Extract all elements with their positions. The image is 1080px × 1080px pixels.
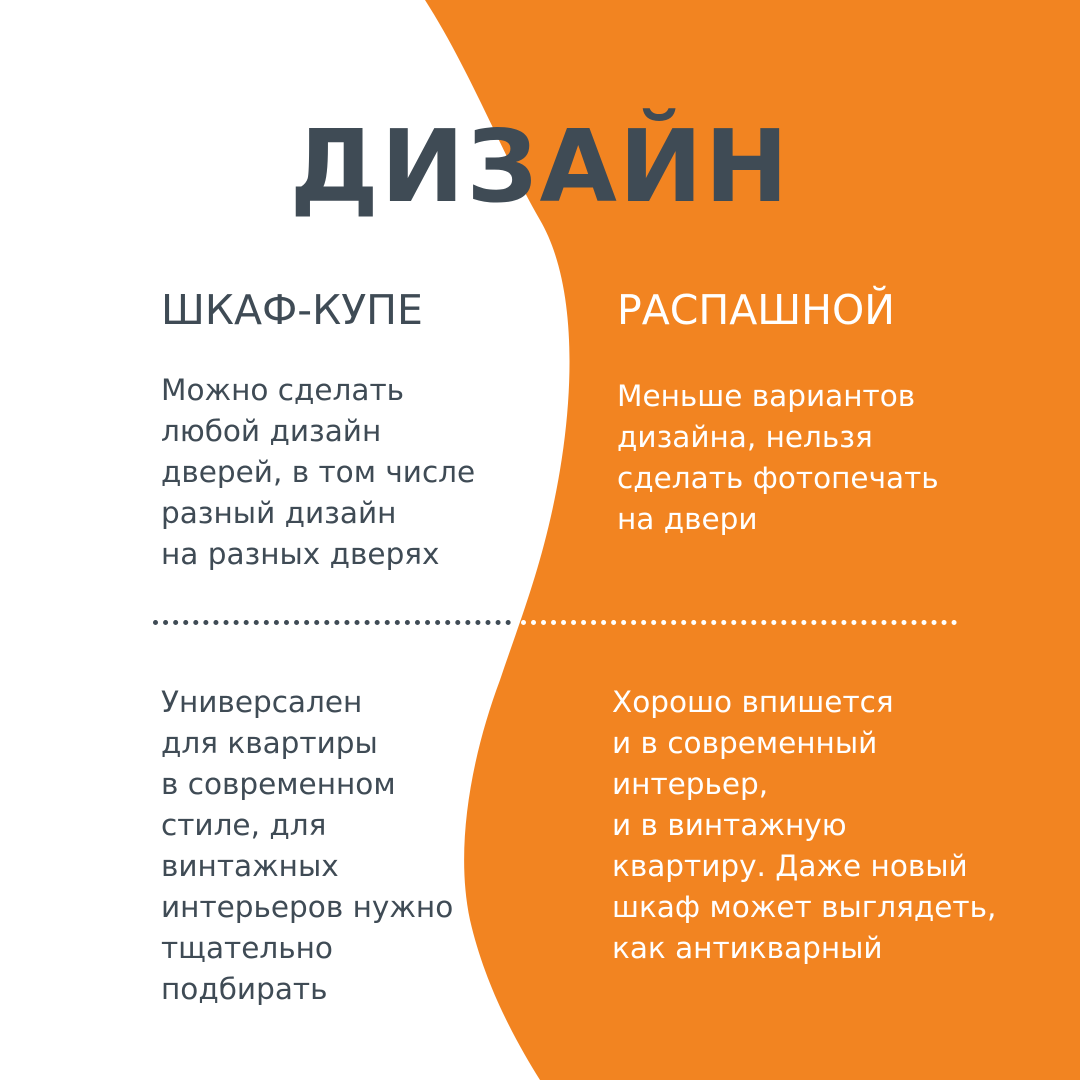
divider-right-segment bbox=[511, 620, 957, 625]
page-title: ДИЗАЙН bbox=[289, 108, 791, 225]
hinged-style-text: Хорошо впишется и в современный интерьер, и в винтажную квартиру. Даже новый шкаф может выглядеть, как антикварный bbox=[612, 685, 997, 965]
heading-hinged-wardrobe: РАСПАШНОЙ bbox=[617, 286, 895, 334]
divider-left-segment bbox=[153, 620, 511, 625]
sliding-design-text: Можно сделать любой дизайн дверей, в том числе разный дизайн на разных дверях bbox=[161, 373, 476, 571]
hinged-design-text: Меньше вариантов дизайна, нельзя сделать фотопечать на двери bbox=[617, 379, 939, 536]
heading-sliding-wardrobe: ШКАФ-КУПЕ bbox=[161, 286, 423, 334]
sliding-style-text: Универсален для квартиры в современном стиле, для винтажных интерьеров нужно тщательно подбирать bbox=[161, 685, 454, 1006]
